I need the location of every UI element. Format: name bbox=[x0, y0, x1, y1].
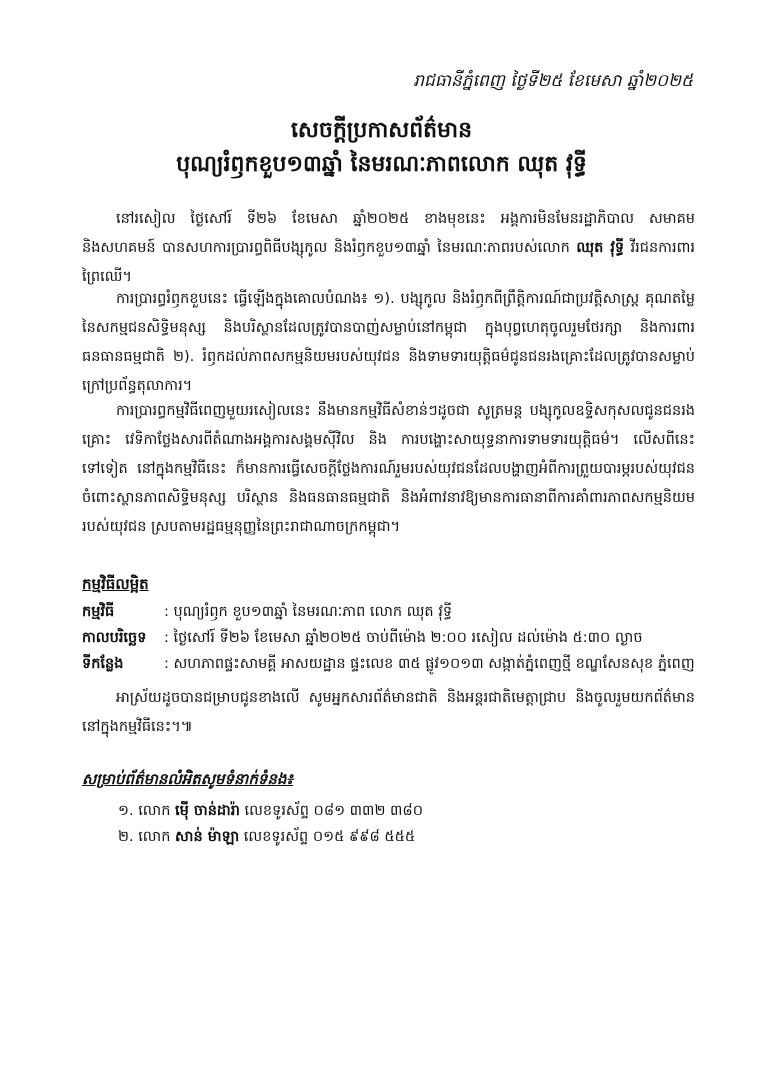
schedule-row bbox=[82, 629, 695, 655]
paragraph-program: ការប្រារព្ធកម្មវិធីពេញមួយរសៀលនេះ នឹងមានកម្មវិធីសំខាន់ៗដូចជា សូត្រមន្ត បង្សុកូលឧទ្ទិសកុសលជូនជនរងគ្រោះ វេទិកាថ្លែងសារពីតំណាងអង្គការសង្គមស៊ីវិល និង ការបង្ហោះសាយុទ្ធនាការទាមទារយុត្តិធម៌។ លើសពីនេះទៅទៀត នៅក្នុងកម្មវិធីនេះ ក៏មានការធ្វើសេចក្តីថ្លែងការណ៍រួមរបស់យុវជនដែលបង្ហាញអំពីការព្រួយបារម្ភរបស់យុវជនចំពោះស្ថានភាពសិទ្ធិមនុស្ស បរិស្ថាន និងធនធានធម្មជាតិ និងអំពាវនាវឱ្យមានការធានាពីការគាំពារភាពសកម្មនិយមរបស់យុវជន ស្របតាមរដ្ឋធម្មនុញ្ញនៃព្រះរាជាណាចក្រកម្ពុជា។ bbox=[82, 403, 695, 535]
schedule-key: កម្មវិធី bbox=[82, 604, 115, 620]
paragraph-objectives: ការប្រារព្ធរំឭកខួបនេះ ធ្វើឡើងក្នុងគោលបំណង៖ ១). បង្សុកូល និងរំឭកពីព្រឹត្តិការណ៍ជាប្រវត្តិសាស្ត្រ គុណតម្លៃនៃសកម្មជនសិទ្ធិមនុស្ស និងបរិស្ថានដែលត្រូវបានបាញ់សម្លាប់នៅកម្ពុជា ក្នុងបុព្វហេតុចូលរួមថែរក្សា និងការពារធនធានធម្មជាតិ ២). រំឭកដល់ភាពសកម្មនិយមរបស់យុវជន និងទាមទារយុត្តិធម៌ជូនជនរងគ្រោះដែលត្រូវបានសម្លាប់ក្រៅប្រព័ន្ធតុលាការ។ bbox=[82, 291, 695, 394]
contact-prefix: ១. លោក bbox=[118, 803, 176, 819]
document-title: សេចក្តីប្រកាសព័ត៌មាន bbox=[290, 118, 473, 143]
contact-phone: លេខទូរស័ព្ទ ០៨១ ៣៣២ ៣៨០ bbox=[239, 803, 423, 819]
schedule-value: : ថ្ងៃសៅរ៍ ទី២៦ ខែមេសា ឆ្នាំ២០២៥ ចាប់ពីម៉ោង ២:០០ រសៀល ដល់ម៉ោង ៥:៣០ ល្ងាច bbox=[164, 630, 643, 646]
schedule-value: : បុណ្យរំឭក ខួប១៣ឆ្នាំ នៃមរណៈភាព លោក ឈុត វុទ្ធី bbox=[164, 604, 453, 620]
schedule-heading: កម្មវិធីលម្អិត bbox=[82, 575, 149, 593]
document-subtitle: បុណ្យរំឭកខួប១៣ឆ្នាំ នៃមរណៈភាពលោក ឈុត វុទ្ធី bbox=[176, 152, 587, 177]
contact-phone: លេខទូរស័ព្ទ ០១៥ ៩៩៨ ៥៥៥ bbox=[239, 829, 416, 845]
paragraph-event-intro bbox=[82, 205, 695, 292]
contact-item bbox=[118, 798, 423, 824]
schedule-key: កាលបរិច្ឆេទ bbox=[82, 630, 147, 646]
contact-list bbox=[118, 798, 423, 850]
contact-item bbox=[118, 824, 423, 850]
contact-prefix: ២. លោក bbox=[118, 829, 176, 845]
contact-name: សាន់ ម៉ាឡា bbox=[175, 829, 240, 845]
schedule-table bbox=[82, 603, 695, 681]
schedule-row bbox=[82, 603, 695, 629]
contact-heading: សម្រាប់ព័ត៌មានលំអិតសូមទំនាក់ទំនង៖ bbox=[82, 770, 294, 788]
schedule-row bbox=[82, 655, 695, 681]
contact-name: ម៉ើ ចាន់ដារ៉ា bbox=[175, 803, 240, 819]
paragraph-text: នៅរសៀល ថ្ងៃសៅរ៍ ទី២៦ ខែមេសា ឆ្នាំ២០២៥ ខាងមុខនេះ អង្គការមិនមែនរដ្ឋាភិបាល សមាគម និងសហគមន៍ បានសហការប្រារព្ធពិធីបង្សុកូល និងរំឭកខួប១៣ឆ្នាំ នៃមរណៈភាពរបស់លោក bbox=[82, 211, 695, 256]
dateline: រាជធានីភ្នំពេញ ថ្ងៃទី២៥ ខែមេសា ឆ្នាំ២០២៥ bbox=[413, 71, 693, 91]
paragraph-invitation: អាស្រ័យដូចបានជម្រាបជូនខាងលើ សូមអ្នកសារព័ត៌មានជាតិ និងអន្តរជាតិមេត្តាជ្រាប និងចូលរួមយកព័ត៌មាននៅក្នុងកម្មវិធីនេះ។៕ bbox=[82, 690, 695, 735]
honoree-name: ឈុត វុទ្ធី bbox=[576, 240, 625, 256]
schedule-key: ទីកន្លែង bbox=[82, 656, 124, 672]
schedule-value: : សហភាពផ្ទះសាមគ្គី អាសយដ្ឋាន ផ្ទះលេខ ៣៥ ផ្លូវ១០១៣ សង្កាត់ភ្នំពេញថ្មី ខណ្ឌសែនសុខ ភ្នំពេញ bbox=[164, 656, 695, 672]
paragraph-text: វីរជនការពារព្រៃឈើ។ bbox=[82, 240, 695, 285]
